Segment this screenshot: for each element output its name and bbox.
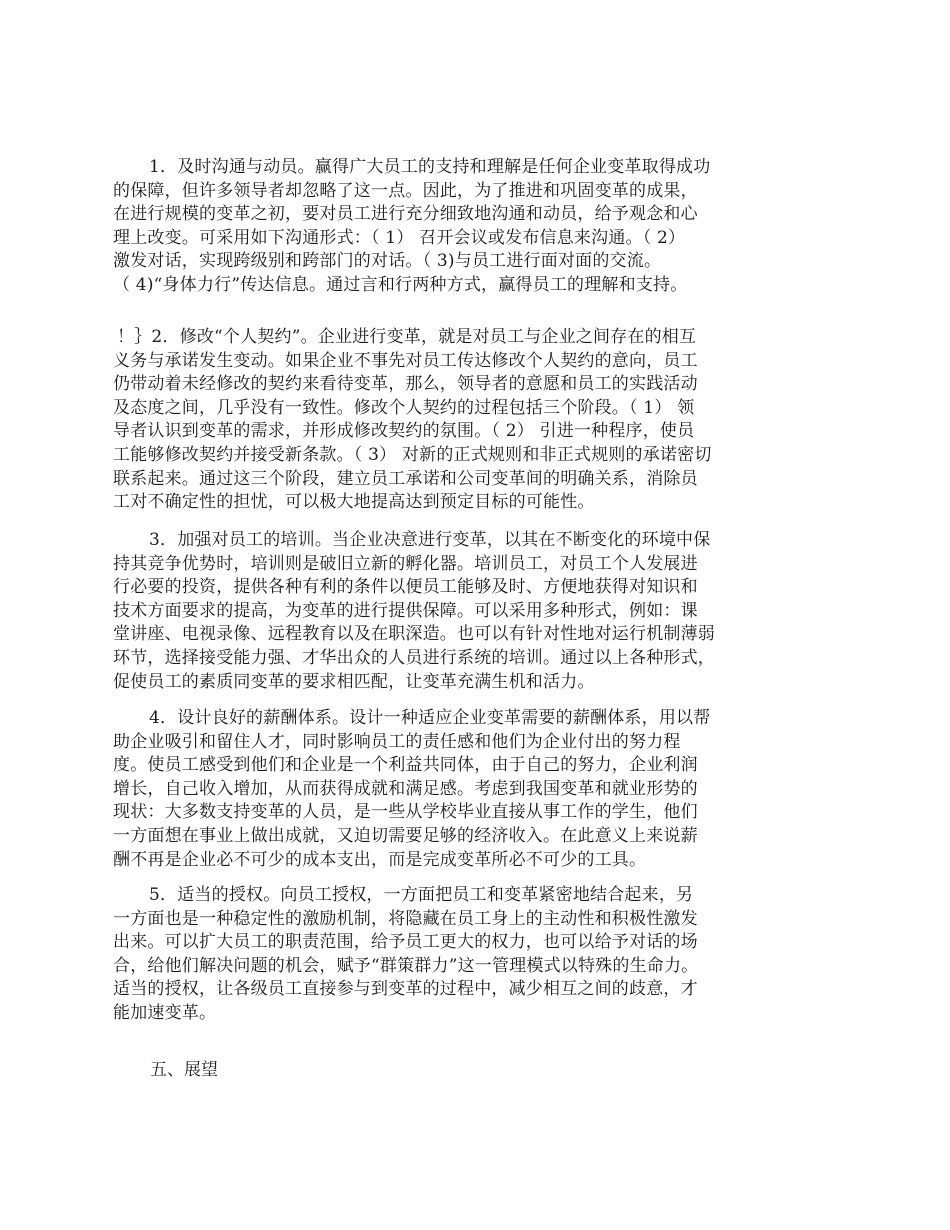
paragraph-line: 堂讲座、电视录像、远程教育以及在职深造。也可以有针对性地对运行机制薄弱 — [113, 624, 715, 645]
paragraph-line: 促使员工的素质同变革的要求相匹配，让变革充满生机和活力。 — [113, 671, 595, 692]
paragraph-line: 现状：大多数支持变革的人员，是一些从学校毕业直接从事工作的学生，他们 — [113, 802, 698, 823]
paragraph-training — [113, 529, 773, 694]
paragraph-line: 环节，选择接受能力强、才华出众的人员进行系统的培训。通过以上各种形式， — [113, 647, 715, 668]
paragraph-line: 理上改变。可采用如下沟通形式：（ 1） 召开会议或发布信息来沟通。（ 2） — [113, 227, 686, 248]
section-heading-outlook: 五、展望 — [150, 1060, 218, 1080]
paragraph-line: 导者认识到变革的需求，并形成修改契约的氛围。（ 2） 引进一种程序，使员 — [113, 421, 695, 442]
paragraph-line: 仍带动着未经修改的契约来看待变革，那么，领导者的意愿和员工的实践活动 — [113, 374, 698, 395]
paragraph-line: 增长，自己收入增加，从而获得成就和满足感。考虑到我国变革和就业形势的 — [113, 778, 698, 799]
paragraph-line: 激发对话，实现跨级别和跨部门的对话。（ 3)与员工进行面对面的交流。 — [113, 251, 662, 272]
paragraph-line: 合，给他们解决问题的机会，赋予“群策群力”这一管理模式以特殊的生命力。 — [113, 955, 699, 976]
paragraph-line: 联系起来。通过这三个阶段，建立员工承诺和公司变革间的明确关系，消除员 — [113, 468, 698, 489]
paragraph-line: 行必要的投资，提供各种有利的条件以便员工能够及时、方便地获得对知识和 — [113, 577, 698, 598]
paragraph-line: 一方面想在事业上做出成就，又迫切需要足够的经济收入。在此意义上来说薪 — [113, 825, 698, 846]
paragraph-line: 能加速变革。 — [113, 1002, 217, 1023]
paragraph-line: 持其竞争优势时，培训则是破旧立新的孵化器。培训员工，对员工个人发展进 — [113, 553, 698, 574]
paragraph-line: 一方面也是一种稳定性的激励机制，将隐藏在员工身上的主动性和积极性激发 — [113, 908, 698, 929]
paragraph-line: ！｝2．修改“个人契约”。企业进行变革，就是对员工与企业之间存在的相互 — [117, 327, 697, 347]
paragraph-line: 工对不确定性的担忧，可以极大地提高达到预定目标的可能性。 — [113, 492, 595, 513]
paragraph-line: 义务与承诺发生变动。如果企业不事先对员工传达修改个人契约的意向，员工 — [113, 350, 698, 371]
paragraph-line: （ 4)“身体力行”传达信息。通过言和行两种方式，赢得员工的理解和支持。 — [113, 274, 688, 295]
paragraph-line: 工能够修改契约并接受新条款。（ 3） 对新的正式规则和非正式规则的承诺密切 — [113, 444, 712, 465]
paragraph-line: 技术方面要求的提高，为变革的进行提供保障。可以采用多种形式，例如：课 — [113, 600, 698, 621]
paragraph-line: 及态度之间，几乎没有一致性。修改个人契约的过程包括三个阶段。（ 1） 领 — [113, 397, 695, 418]
paragraph-line: 1．及时沟通与动员。赢得广大员工的支持和理解是任何企业变革取得成功 — [149, 157, 711, 177]
paragraph-compensation — [113, 707, 773, 872]
paragraph-personal-contract — [113, 326, 773, 515]
paragraph-communication — [113, 156, 773, 298]
paragraph-line: 出来。可以扩大员工的职责范围，给予员工更大的权力，也可以给予对话的场 — [113, 932, 698, 953]
paragraph-line: 3．加强对员工的培训。当企业决意进行变革，以其在不断变化的环境中保 — [149, 530, 711, 550]
paragraph-line: 酬不再是企业必不可少的成本支出，而是完成变革所必不可少的工具。 — [113, 849, 647, 870]
paragraph-line: 5．适当的授权。向员工授权，一方面把员工和变革紧密地结合起来，另 — [149, 885, 694, 905]
paragraph-line: 度。使员工感受到他们和企业是一个利益共同体，由于自己的努力，企业利润 — [113, 755, 698, 776]
paragraph-line: 4．设计良好的薪酬体系。设计一种适应企业变革需要的薪酬体系，用以帮 — [149, 708, 711, 728]
paragraph-line: 的保障，但许多领导者却忽略了这一点。因此，为了推进和巩固变革的成果， — [113, 180, 698, 201]
paragraph-line: 适当的授权，让各级员工直接参与到变革的过程中，减少相互之间的歧意，才 — [113, 979, 698, 1000]
paragraph-line: 在进行规模的变革之初，要对员工进行充分细致地沟通和动员，给予观念和心 — [113, 204, 698, 225]
paragraph-empowerment — [113, 884, 773, 1026]
paragraph-line: 助企业吸引和留住人才，同时影响员工的责任感和他们为企业付出的努力程 — [113, 731, 681, 752]
